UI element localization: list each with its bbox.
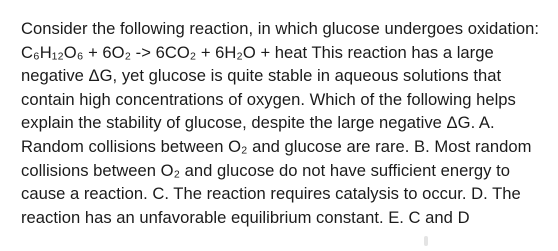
question-text: Consider the following reaction, in which glucose undergoes oxidation: C₆H₁₂O₆ + 6O₂ -> 6CO₂ + 6H₂O + heat This reaction has a large negative ΔG, yet glucose is quite stable in aqueous solutions that contain high concentrations of oxygen. Which of the following helps explain the stability of glucose, despite the large negative ΔG. A. Random collisions between O₂ and glucose are rare. B. Most random collisions between O₂ and glucose do not have sufficient energy to cause a reaction. C. The reaction requires catalysis to occur. D. The reaction has an unfavorable equilibrium constant. E. C and D	[21, 19, 539, 227]
scan-artifact	[424, 236, 428, 246]
